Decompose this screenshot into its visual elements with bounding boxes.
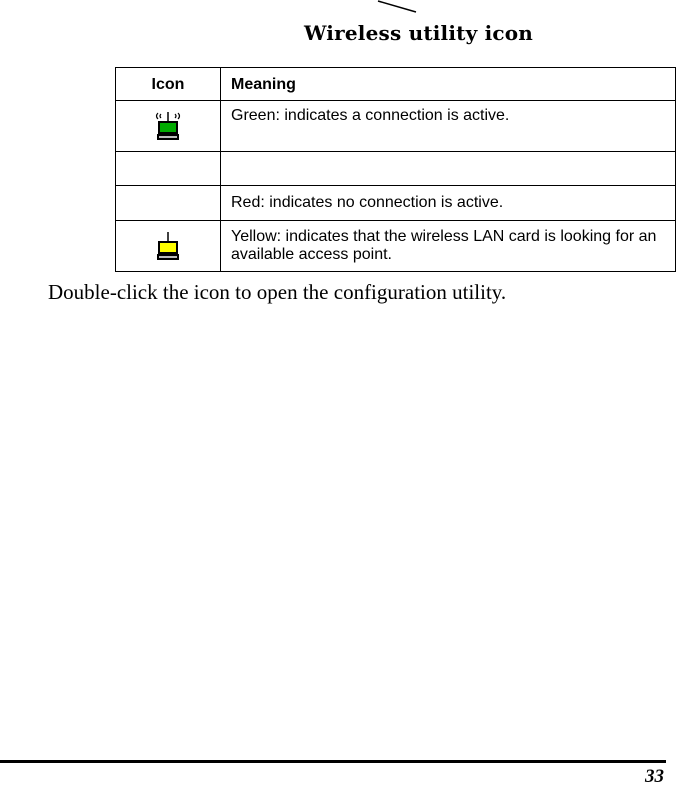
- meaning-cell: Green: indicates a connection is active.: [221, 101, 676, 152]
- yellow-network-icon: [152, 230, 184, 262]
- icon-cell: [116, 101, 221, 152]
- table-row: [116, 221, 676, 272]
- table-row: [116, 186, 676, 221]
- footer-divider: [0, 760, 666, 763]
- caption-pointer-line: [376, 0, 420, 14]
- meaning-cell: Yellow: indicates that the wireless LAN card is looking for an available access point.: [221, 221, 676, 272]
- table-header-row: [116, 68, 676, 101]
- instruction-text: Double-click the icon to open the configuration utility.: [48, 280, 507, 304]
- page-number: 33: [645, 766, 664, 787]
- icon-meaning-table: [115, 67, 676, 272]
- meaning-cell: Red: indicates no connection is active.: [221, 186, 676, 221]
- icon-cell: [116, 152, 221, 186]
- icon-cell: [116, 221, 221, 272]
- column-header-icon: Icon: [116, 68, 221, 101]
- meaning-cell: [221, 152, 676, 186]
- table-row: [116, 101, 676, 152]
- column-header-meaning: Meaning: [221, 68, 676, 101]
- table-row: [116, 152, 676, 186]
- figure-caption: Wireless utility icon: [304, 21, 534, 45]
- green-network-icon: [152, 110, 184, 142]
- icon-cell: [116, 186, 221, 221]
